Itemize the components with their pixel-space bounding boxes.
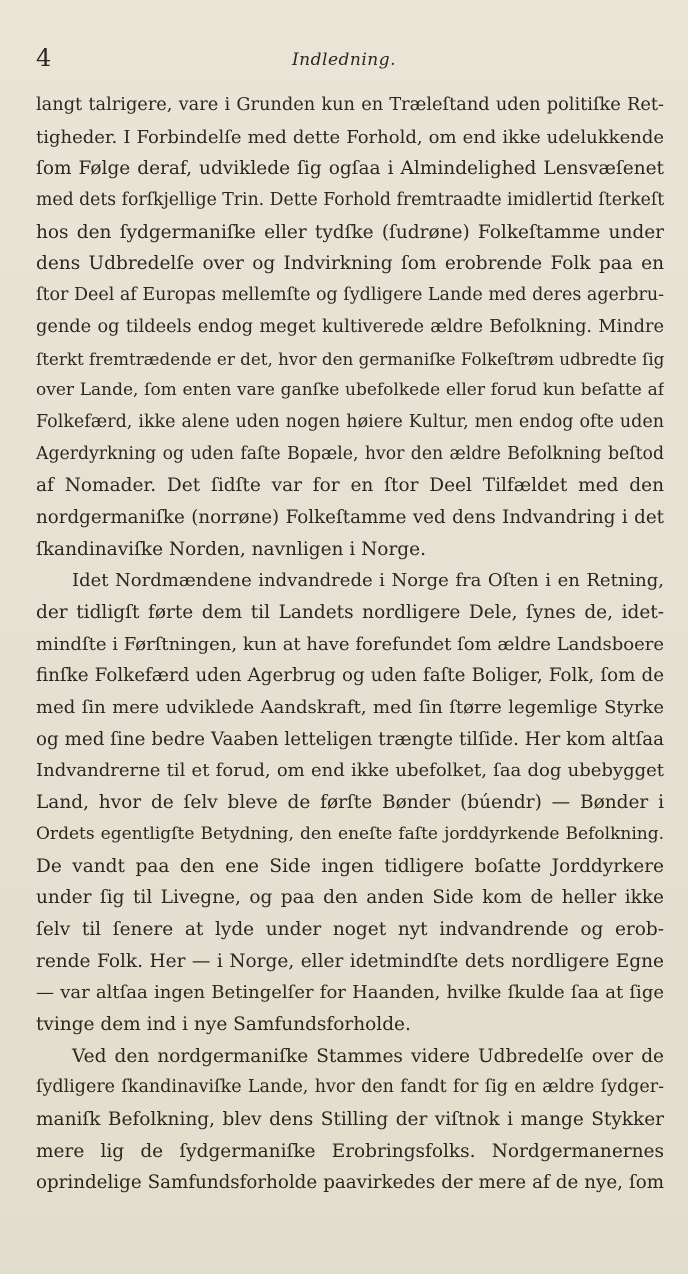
text-line: gende og tildeels endog meget kultiverede ældre Befolkning. Mindre <box>36 316 664 337</box>
text-line: mindſte i Førſtningen, kun at have forefundet ſom ældre Landsboere <box>36 633 664 655</box>
text-line: Ved den nordgermaniſke Stammes videre Udbredelſe over de <box>72 1045 664 1067</box>
text-line: mere lig de ſydgermaniſke Erobringsfolks. Nordgermanernes <box>36 1140 664 1162</box>
text-line: Land, hvor de ſelv bleve de førſte Bønder (búendr) — Bønder i <box>36 792 664 814</box>
text-line: under ſig til Livegne, og paa den anden Side kom de heller ikke <box>36 887 664 909</box>
text-line: — var altſaa ingen Betingelſer for Haanden, hvilke ſkulde ſaa at ſige <box>36 982 664 1004</box>
text-line: Idet Nordmændene indvandrede i Norge fra Oſten i en Retning, <box>72 570 664 592</box>
text-line: Ordets egentligſte Betydning, den eneſte faſte jorddyrkende Befolkning. <box>36 823 664 844</box>
text-line: ſkandinaviſke Norden, navnligen i Norge. <box>36 538 426 560</box>
text-line: og med ſine bedre Vaaben letteligen trængte tilſide. Her kom altſaa <box>36 728 664 750</box>
text-line: finſke Folkefærd uden Agerbrug og uden faſte Boliger, Folk, ſom de <box>36 665 664 687</box>
text-line: ſelv til ſenere at lyde under noget nyt indvandrende og erob- <box>36 918 664 940</box>
text-line: nordgermaniſke (norrøne) Folkeſtamme ved dens Indvandring i det <box>36 506 664 528</box>
running-title: Indledning. <box>291 50 397 70</box>
text-line: langt talrigere, vare i Grunden kun en Træleſtand uden politiſke Ret- <box>36 95 664 115</box>
text-line: maniſk Befolkning, blev dens Stilling der viſtnok i mange Stykker <box>36 1109 664 1130</box>
text-line: hos den ſydgermaniſke eller tydſke (ſudrøne) Folkeſtamme under <box>36 221 664 243</box>
text-line: ſydligere ſkandinaviſke Lande, hvor den fandt for ſig en ældre ſydger- <box>36 1077 664 1098</box>
text-line: over Lande, ſom enten vare ganſke ubefolkede eller forud kun beſatte af <box>36 380 664 401</box>
text-line: Indvandrerne til et forud, om end ikke ubefolket, ſaa dog ubebygget <box>36 760 664 782</box>
page-header <box>36 40 652 80</box>
text-line: med ſin mere udviklede Aandskraft, med ſin ſtørre legemlige Styrke <box>36 697 664 719</box>
text-line: Agerdyrkning og uden faſte Bopæle, hvor den ældre Befolkning beſtod <box>36 443 664 464</box>
text-line: De vandt paa den ene Side ingen tidligere boſatte Jorddyrkere <box>36 855 664 877</box>
text-line: af Nomader. Det ſidſte var for en ſtor Deel Tilfældet med den <box>36 475 664 497</box>
text-line: ſom Følge deraf, udviklede ſig ogſaa i Almindelighed Lensvæſenet <box>36 158 664 180</box>
text-line: dens Udbredelſe over og Indvirkning ſom erobrende Folk paa en <box>36 253 664 275</box>
text-line: Folkefærd, ikke alene uden nogen høiere Kultur, men endog ofte uden <box>36 411 664 432</box>
text-line: tigheder. I Forbindelſe med dette Forhold, om end ikke udelukkende <box>36 126 664 148</box>
text-line: ſtor Deel af Europas mellemſte og ſydligere Lande med deres agerbru- <box>36 285 664 306</box>
text-line: rende Folk. Her — i Norge, eller idetmindſte dets nordligere Egne <box>36 950 664 972</box>
text-line: med dets forſkjellige Trin. Dette Forhold fremtraadte imidlertid ſterkeſt <box>36 190 664 211</box>
body-text <box>36 90 664 1199</box>
text-line: der tidligſt førte dem til Landets nordligere Dele, ſynes de, idet- <box>36 602 664 623</box>
text-line: oprindelige Samfundsforholde paavirkedes der mere af de nye, ſom <box>36 1172 664 1194</box>
text-line: ſterkt fremtrædende er det, hvor den germaniſke Folkeſtrøm udbredte ſig <box>36 348 664 369</box>
page-number: 4 <box>36 44 52 72</box>
text-line: tvinge dem ind i nye Samfundsforholde. <box>36 1013 411 1035</box>
